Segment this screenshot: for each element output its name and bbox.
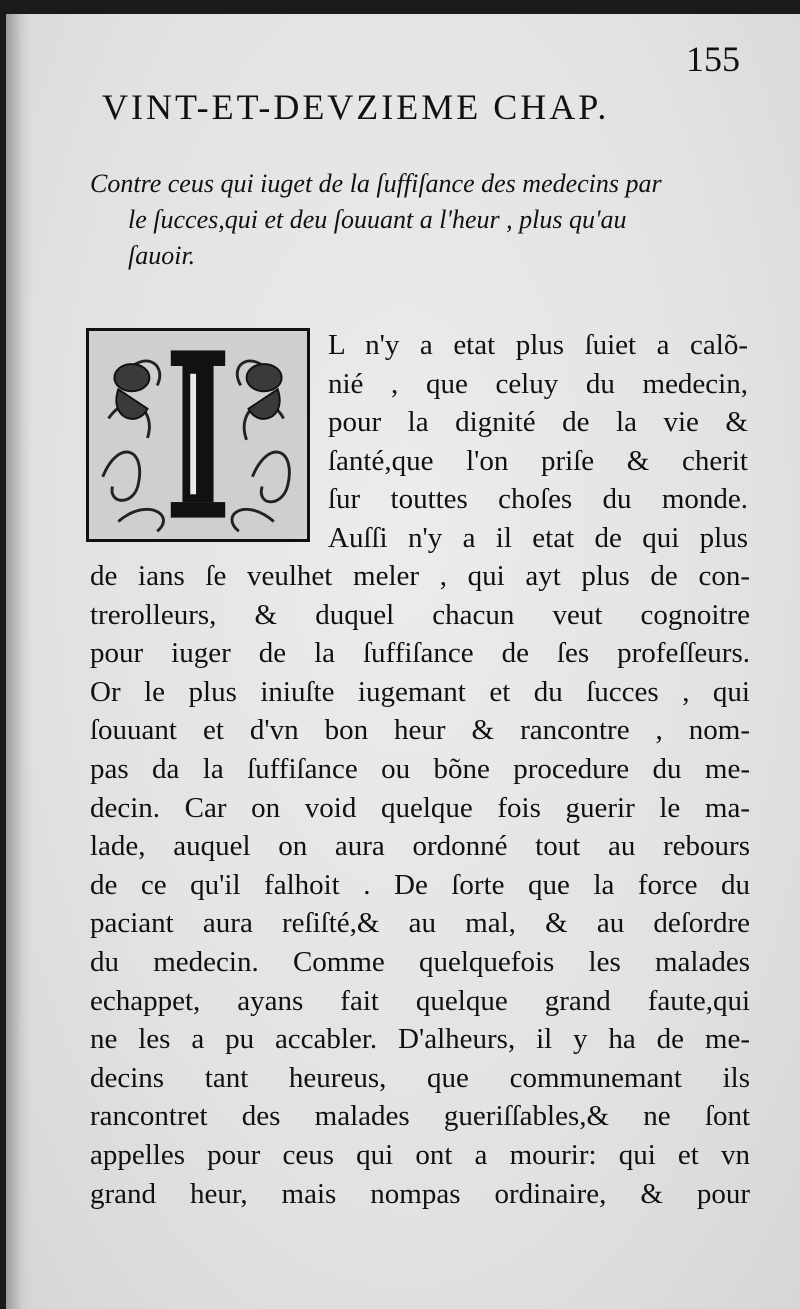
- text-line: trerolleurs, & duquel chacun veut cognoitre: [90, 598, 750, 631]
- binding-gutter: [6, 14, 32, 1309]
- text-line: ſanté,que l'on priſe & cherit: [328, 444, 748, 477]
- chapter-title-line: ſauoir.: [128, 241, 196, 270]
- text-line: du medecin. Comme quelquefois les malades: [90, 945, 750, 978]
- page-number: 155: [686, 39, 740, 79]
- text-line: nié , que celuy du medecin,: [328, 367, 748, 400]
- text-line: decin. Car on void quelque fois guerir le ma-: [90, 791, 750, 824]
- text-line: appelles pour ceus qui ont a mourir: qui et vn: [90, 1138, 750, 1171]
- text-line: pas da la ſuffiſance ou bõne procedure du me-: [90, 752, 750, 785]
- body-text-beside-initial: [328, 326, 748, 558]
- text-line: ſouuant et d'vn bon heur & rancontre , nom-: [90, 714, 750, 747]
- text-line: pour la dignité de la vie &: [328, 406, 748, 439]
- text-line: de ce qu'il falhoit . De ſorte que la force du: [90, 868, 750, 901]
- text-line: rancontret des malades gueriſſables,& ne ſont: [90, 1100, 750, 1133]
- ornamental-initial-icon: [89, 331, 307, 539]
- text-line: L n'y a etat plus ſuiet a calõ-: [328, 329, 748, 361]
- text-line: Auſſi n'y a il etat de qui plus: [328, 521, 748, 554]
- text-line: de ians ſe veulhet meler , qui ayt plus de con-: [90, 560, 750, 592]
- chapter-heading: VINT-ET-DEVZIEME CHAP.: [102, 87, 610, 127]
- text-line: grand heur, mais nompas ordinaire, & pour: [90, 1177, 750, 1210]
- text-line: ne les a pu accabler. D'alheurs, il y ha de me-: [90, 1023, 750, 1056]
- chapter-title-line: le ſucces,qui et deu ſouuant a l'heur , plus qu'au: [128, 205, 627, 234]
- body-text: [90, 557, 750, 1213]
- book-page: [6, 14, 800, 1309]
- text-line: pour iuger de la ſuffiſance de ſes profeſſeurs.: [90, 637, 750, 670]
- text-line: paciant aura reſiſté,& au mal, & au deſordre: [90, 907, 750, 940]
- text-line: Or le plus iniuſte iugemant et du ſucces , qui: [90, 675, 750, 708]
- text-line: ſur touttes choſes du monde.: [328, 483, 748, 516]
- chapter-title-line: Contre ceus qui iuget de la ſuffiſance des medecins par: [90, 169, 662, 198]
- chapter-title: [90, 166, 750, 274]
- text-line: echappet, ayans fait quelque grand faute,qui: [90, 984, 750, 1017]
- decorated-initial: [86, 328, 310, 542]
- text-line: lade, auquel on aura ordonné tout au rebours: [90, 830, 750, 863]
- text-line: decins tant heureus, que communemant ils: [90, 1061, 750, 1094]
